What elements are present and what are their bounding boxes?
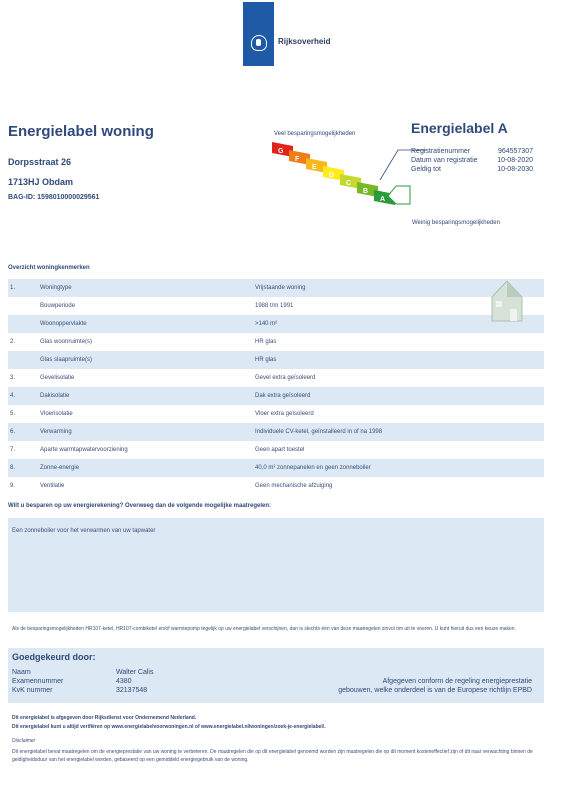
footer-info <box>12 714 542 732</box>
row-value: 10-08-2020 <box>497 157 533 164</box>
feature-num: 6. <box>10 429 16 435</box>
footer-line: Dit energielabel is afgegeven door Rijksdienst voor Ondernemend Nederland. <box>12 715 197 721</box>
feature-value: HR glas <box>255 357 277 363</box>
feature-row <box>8 405 544 423</box>
energy-label-title: Energielabel A <box>411 120 508 136</box>
feature-row <box>8 369 544 387</box>
approved-labels <box>12 668 63 695</box>
note-text: Als de besparingsmogelijkheden HR107-ketel, HR107-combiketel en/of warmtepomp tegelijk op uw energielabel verschijnen, dan is slechts één van deze maatregelen zinvol om uit te voeren. U kunt hieruit dus een keuze maken. <box>12 626 516 632</box>
registration-row <box>411 156 533 165</box>
feature-value: 1988 t/m 1991 <box>255 303 294 309</box>
approved-value: 4380 <box>116 678 132 685</box>
row-label: Geldig tot <box>411 166 441 173</box>
feature-row <box>8 459 544 477</box>
registration-row <box>411 147 533 156</box>
approved-label: Examennummer <box>12 678 64 685</box>
feature-value: 40,0 m² zonnepanelen en geen zonneboiler <box>255 465 371 471</box>
feature-num: 2. <box>10 339 16 345</box>
feature-name: Zonne-energie <box>40 465 80 471</box>
feature-row <box>8 297 544 315</box>
feature-row <box>8 423 544 441</box>
measure-item: Een zonneboiler voor het verwarmen van uw tapwater <box>12 528 156 534</box>
house-icon <box>490 279 524 323</box>
approved-label: KvK nummer <box>12 687 53 694</box>
feature-name: Ventilatie <box>40 483 65 489</box>
feature-name: Dakisolatie <box>40 393 70 399</box>
row-value: 10-08-2030 <box>497 166 533 173</box>
approved-title: Goedgekeurd door: <box>12 652 96 662</box>
feature-value: >140 m² <box>255 321 278 327</box>
feature-value: Geen mechanische afzuiging <box>255 483 333 489</box>
overview-title: Overzicht woningkenmerken <box>8 265 90 271</box>
feature-name: Gevelisolatie <box>40 375 75 381</box>
feature-name: Woningtype <box>40 285 72 291</box>
feature-row <box>8 387 544 405</box>
disclaimer-title: Disclaimer <box>12 738 36 744</box>
feature-value: HR glas <box>255 339 277 345</box>
energy-label-scale <box>268 138 428 220</box>
feature-value: Dak extra geïsoleerd <box>255 393 311 399</box>
energy-class-letter: A <box>380 196 386 203</box>
regulation-line: gebouwen, welke onderdeel is van de Europese richtlijn EPBD <box>338 687 532 694</box>
scale-bottom-text: Weinig besparingsmogelijkheden <box>412 220 500 226</box>
feature-name: Glas woonruimte(s) <box>40 339 93 345</box>
feature-value: Vrijstaande woning <box>255 285 306 291</box>
energy-class-letter: G <box>278 148 284 155</box>
energy-class-letter: F <box>295 156 300 163</box>
energy-class-letter: E <box>312 164 317 171</box>
address-postal-city: 1713HJ Obdam <box>8 177 74 187</box>
feature-row <box>8 315 544 333</box>
energy-class-letter: C <box>346 180 352 187</box>
disclaimer-text: Dit energielabel bevat maatregelen om de energieprestatie van uw woning te verbeteren. De maatregelen die op dit energielabel genoemd worden zijn maatregelen die op dit moment kosteneffectief zijn of dit naar verwachting binnen de geldigheidsduur van het energielabel worden, gebaseerd op een gemiddeld energiegebruik van de woning. <box>12 749 533 763</box>
energy-class-letter: B <box>363 188 369 195</box>
crest-icon <box>251 35 267 51</box>
feature-name: Verwarming <box>40 429 72 435</box>
feature-name: Woonoppervlakte <box>40 321 87 327</box>
row-value: 964557307 <box>497 148 533 155</box>
feature-num: 8. <box>10 465 16 471</box>
address-street: Dorpsstraat 26 <box>8 157 72 167</box>
feature-name: Aparte warmtapwatervoorziening <box>40 447 128 453</box>
feature-name: Glas slaapruimte(s) <box>40 357 93 363</box>
document-title: Energielabel woning <box>8 123 154 140</box>
feature-row <box>8 333 544 351</box>
registration-table <box>411 147 533 174</box>
feature-num: 1. <box>10 285 16 291</box>
bag-id: BAG-ID: 1598010000029561 <box>8 194 100 201</box>
feature-num: 3. <box>10 375 16 381</box>
row-label: Datum van registratie <box>411 157 478 164</box>
regulation-statement <box>338 677 532 695</box>
feature-value: Gevel extra geïsoleerd <box>255 375 316 381</box>
approved-value: Walter Calis <box>116 669 154 676</box>
feature-num: 5. <box>10 411 16 417</box>
feature-value: Vloer extra geïsoleerd <box>255 411 314 417</box>
feature-name: Bouwperiode <box>40 303 76 309</box>
measures-title: Wilt u besparen op uw energierekening? Overweeg dan de volgende mogelijke maatregelen: <box>8 503 272 509</box>
feature-num: 4. <box>10 393 16 399</box>
approved-box <box>8 648 544 703</box>
feature-num: 7. <box>10 447 16 453</box>
approved-values <box>116 668 153 695</box>
rijksoverheid-logo <box>243 2 274 66</box>
footer-line: Dit energielabel kunt u altijd verifiëren op www.energielabelvoorwoningen.nl of www.energielabel.nl/woningen/zoek-je-energielabel/. <box>12 724 326 730</box>
feature-row <box>8 351 544 369</box>
feature-value: Individuele CV-ketel, geïnstalleerd in of na 1998 <box>255 429 383 435</box>
org-name: Rijksoverheid <box>278 37 331 46</box>
feature-num: 9. <box>10 483 16 489</box>
feature-value: Geen apart toestel <box>255 447 305 453</box>
registration-row <box>411 165 533 174</box>
feature-name: Vloerisolatie <box>40 411 73 417</box>
feature-row <box>8 279 544 297</box>
scale-top-text: Veel besparingsmogelijkheden <box>274 131 356 137</box>
measures-box <box>8 518 544 612</box>
approved-label: Naam <box>12 669 31 676</box>
row-label: Registratienummer <box>411 148 471 155</box>
feature-row <box>8 441 544 459</box>
regulation-line: Afgegeven conform de regeling energieprestatie <box>382 678 532 685</box>
approved-value: 32137548 <box>116 687 148 694</box>
feature-row <box>8 477 544 495</box>
features-table <box>8 279 544 495</box>
energy-class-letter: D <box>329 172 335 179</box>
